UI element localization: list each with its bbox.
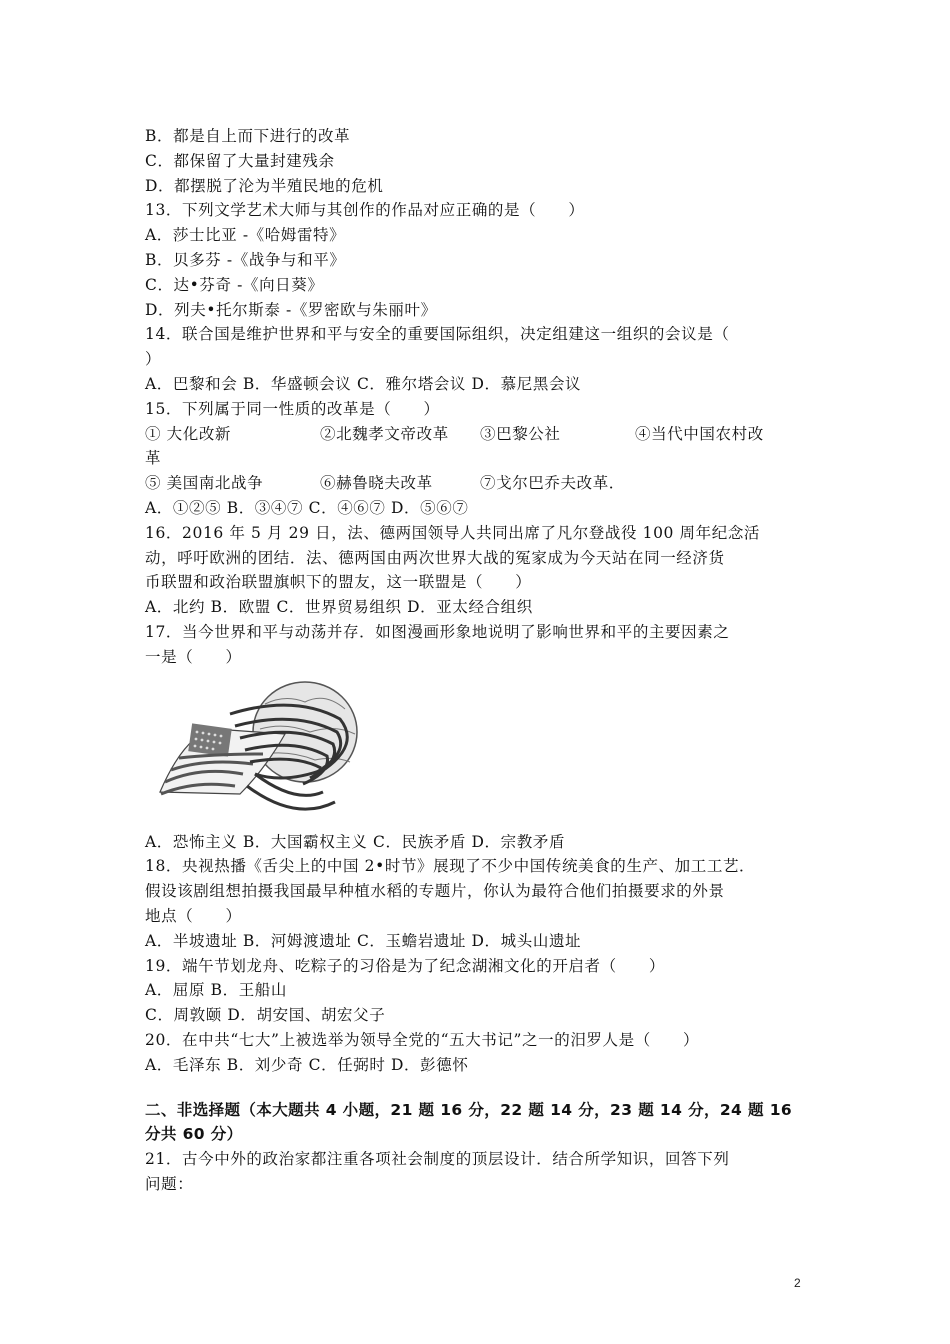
q13-option-d: D．列夫•托尔斯泰 -《罗密欧与朱丽叶》 [145,300,437,319]
q21-stem-line1: 21．古今中外的政治家都注重各项社会制度的顶层设计．结合所学知识，回答下列 [145,1150,730,1169]
q13-option-a: A．莎士比亚 -《哈姆雷特》 [145,226,346,245]
q18-stem-line1: 18．央视热播《舌尖上的中国 2•时节》展现了不少中国传统美食的生产、加工工艺． [145,857,756,876]
q15-item-2: ②北魏孝文帝改革 [320,424,449,443]
q12-option-c: C．都保留了大量封建残余 [145,151,335,170]
q15-stem: 15．下列属于同一性质的改革是（ ） [145,399,440,418]
q18-stem-line2: 假设该剧组想拍摄我国最早种植水稻的专题片，你认为最符合他们拍摄要求的外景 [145,882,725,901]
cartoon-image [145,674,365,824]
q15-item-1: ① 大化改新 [145,424,232,443]
q16-stem-line1: 16．2016 年 5 月 29 日，法、德两国领导人共同出席了凡尔登战役 100 周年纪念活 [145,523,761,542]
q15-options: A．①②⑤ B．③④⑦ C．④⑥⑦ D．⑤⑥⑦ [145,498,469,517]
q18-options: A．半坡遗址 B．河姆渡遗址 C．玉蟾岩遗址 D．城头山遗址 [145,931,582,950]
q15-item-4: ④当代中国农村改 [635,424,764,443]
page-number: 2 [794,1276,801,1290]
q16-stem-line3: 币联盟和政治联盟旗帜下的盟友，这一联盟是（ ） [145,573,532,592]
q15-item-5: ⑤ 美国南北战争 [145,474,264,493]
q20-options: A．毛泽东 B．刘少奇 C．任弼时 D．彭德怀 [145,1055,469,1074]
section-2-title [145,1098,810,1148]
q17-stem-line1: 17．当今世界和平与动荡并存．如图漫画形象地说明了影响世界和平的主要因素之 [145,622,730,641]
q12-option-d: D．都摆脱了沦为半殖民地的危机 [145,176,384,195]
q19-stem: 19．端午节划龙舟、吃粽子的习俗是为了纪念湖湘文化的开启者（ ） [145,956,666,975]
q19-options-line2: C．周敦颐 D．胡安国、胡宏父子 [145,1006,386,1025]
q15-item-3: ③巴黎公社 [480,424,561,443]
q19-options-line1: A．屈原 B．王船山 [145,981,288,1000]
q15-items-row2 [145,471,810,496]
q14-options: A．巴黎和会 B．华盛顿会议 C．雅尔塔会议 D．慕尼黑会议 [145,374,582,393]
q13-option-c: C．达•芬奇 -《向日葵》 [145,275,324,294]
q15-item-6: ⑥赫鲁晓夫改革 [320,474,433,493]
section-2-title-line1: 二、非选择题（本大题共 4 小题，21 题 16 分，22 题 14 分，23 题 14 分，24 题 16 [145,1100,793,1119]
q12-option-b: B．都是自上而下进行的改革 [145,127,351,145]
q15-item-4-continued: 革 [145,449,162,468]
exam-page [145,124,810,1197]
q13-option-b: B．贝多芬 -《战争与和平》 [145,250,346,269]
q14-stem-line1: 14．联合国是维护世界和平与安全的重要国际组织，决定组建这一组织的会议是（ [145,325,730,344]
q17-options: A．恐怖主义 B．大国霸权主义 C．民族矛盾 D．宗教矛盾 [145,832,566,851]
q21-stem-line2: 问题： [145,1174,194,1193]
section-2-title-line2: 分共 60 分） [145,1125,243,1144]
q17-stem-line2: 一是（ ） [145,647,242,666]
q14-stem-line2: ） [145,350,162,369]
q20-stem: 20．在中共“七大”上被选举为领导全党的“五大书记”之一的汨罗人是（ ） [145,1030,700,1049]
q15-items-row1 [145,422,810,447]
q15-item-7: ⑦戈尔巴乔夫改革． [480,474,625,493]
q13-stem: 13．下列文学艺术大师与其创作的作品对应正确的是（ ） [145,201,585,220]
q16-options: A．北约 B．欧盟 C．世界贸易组织 D．亚太经合组织 [145,598,533,617]
q16-stem-line2: 动，呼吁欧洲的团结．法、德两国由两次世界大战的冤家成为今天站在同一经济货 [145,548,725,567]
q18-stem-line3: 地点（ ） [145,906,242,925]
